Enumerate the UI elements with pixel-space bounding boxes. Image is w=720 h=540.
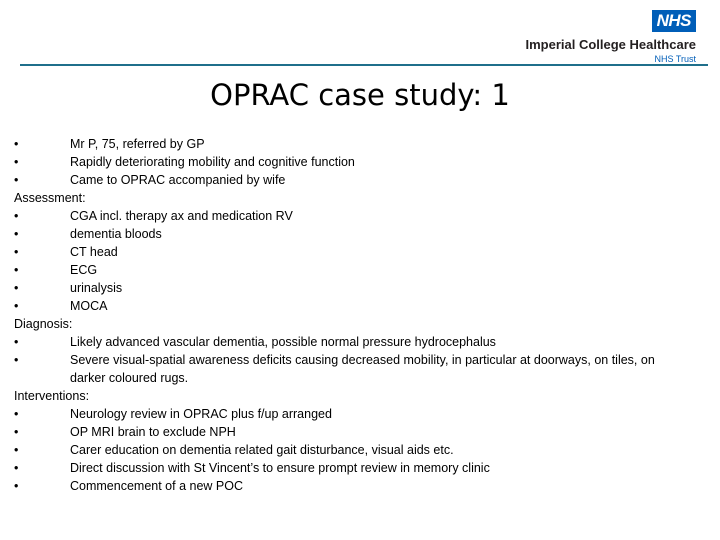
bullet: • xyxy=(14,245,19,259)
list-item: • MOCA xyxy=(14,299,108,313)
trust-label: NHS Trust xyxy=(654,54,696,64)
list-item: • Came to OPRAC accompanied by wife xyxy=(14,173,286,187)
list-item: • ECG xyxy=(14,263,98,277)
bullet: • xyxy=(14,263,19,277)
bullet: • xyxy=(14,227,19,241)
list-item: • OP MRI brain to exclude NPH xyxy=(14,425,236,439)
header-divider xyxy=(20,64,708,66)
list-item: • urinalysis xyxy=(14,281,123,295)
bullet: • xyxy=(14,137,19,151)
slide-content xyxy=(14,135,664,495)
list-item: • CT head xyxy=(14,245,118,259)
assessment-heading: Assessment: xyxy=(14,191,86,205)
bullet: • xyxy=(14,353,19,367)
diagnosis-heading: Diagnosis: xyxy=(14,317,73,331)
bullet: • xyxy=(14,479,19,493)
bullet: • xyxy=(14,173,19,187)
list-item: • Direct discussion with St Vincent’s to ensure prompt review in memory clinic xyxy=(14,461,490,475)
bullet: • xyxy=(14,335,19,349)
list-item: • Severe visual-spatial awareness deficits causing decreased mobility, in particular at doorways, on tiles, on darker coloured rugs. xyxy=(14,353,655,385)
bullet: • xyxy=(14,407,19,421)
bullet: • xyxy=(14,299,19,313)
list-item: • Likely advanced vascular dementia, possible normal pressure hydrocephalus xyxy=(14,335,496,349)
slide-title: OPRAC case study: 1 xyxy=(210,78,510,112)
list-item: • dementia bloods xyxy=(14,227,162,241)
list-item: • CGA incl. therapy ax and medication RV xyxy=(14,209,293,223)
organisation-name: Imperial College Healthcare xyxy=(525,37,696,52)
bullet: • xyxy=(14,443,19,457)
bullet: • xyxy=(14,155,19,169)
nhs-logo xyxy=(525,10,696,64)
list-item: • Rapidly deteriorating mobility and cognitive function xyxy=(14,155,355,169)
nhs-badge: NHS xyxy=(652,10,696,32)
interventions-heading: Interventions: xyxy=(14,389,90,403)
bullet: • xyxy=(14,425,19,439)
bullet: • xyxy=(14,461,19,475)
list-item: • Carer education on dementia related gait disturbance, visual aids etc. xyxy=(14,443,454,457)
list-item: • Neurology review in OPRAC plus f/up arranged xyxy=(14,407,332,421)
bullet: • xyxy=(14,281,19,295)
bullet: • xyxy=(14,209,19,223)
list-item: • Commencement of a new POC xyxy=(14,479,243,493)
list-item: • Mr P, 75, referred by GP xyxy=(14,137,205,151)
